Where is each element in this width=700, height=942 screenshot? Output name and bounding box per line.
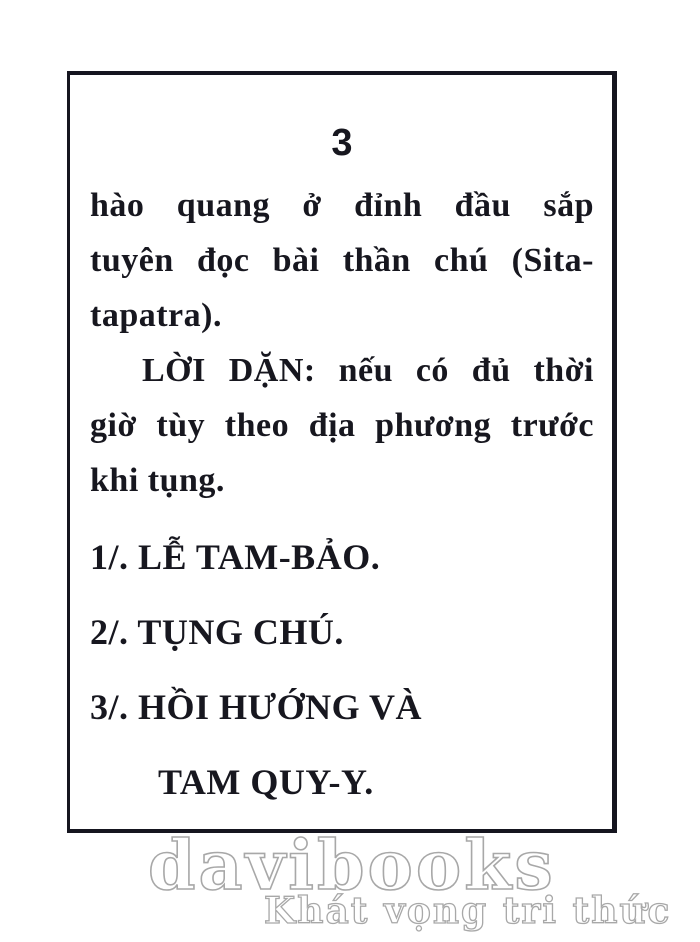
- watermark-tagline-text: Khát vọng tri thức: [264, 890, 672, 932]
- list-item: 3/. HỒI HƯỚNG VÀ: [90, 687, 423, 727]
- watermark-brand-text: davibooks: [148, 826, 556, 906]
- paragraph-line: hào quang ở đỉnh đầu sắp: [90, 187, 594, 224]
- list-item-continuation: TAM QUY-Y.: [158, 762, 374, 802]
- page-number: 3: [331, 122, 353, 164]
- paragraph-line: giờ tùy theo địa phương trước: [90, 407, 594, 444]
- ritual-steps-list: [90, 520, 594, 820]
- page-border-frame: [67, 71, 617, 833]
- paragraph-line: khi tụng.: [90, 462, 225, 499]
- paragraph-line: tapatra).: [90, 297, 222, 334]
- list-item: 2/. TỤNG CHÚ.: [90, 612, 344, 652]
- list-item: 1/. LỄ TAM-BẢO.: [90, 537, 381, 577]
- paragraph-instruction: [90, 343, 594, 508]
- paragraph-opening: [90, 178, 594, 343]
- paragraph-line: tuyên đọc bài thần chú (Sita-: [90, 242, 594, 279]
- paragraph-line: LỜI DẶN: nếu có đủ thời: [142, 352, 594, 389]
